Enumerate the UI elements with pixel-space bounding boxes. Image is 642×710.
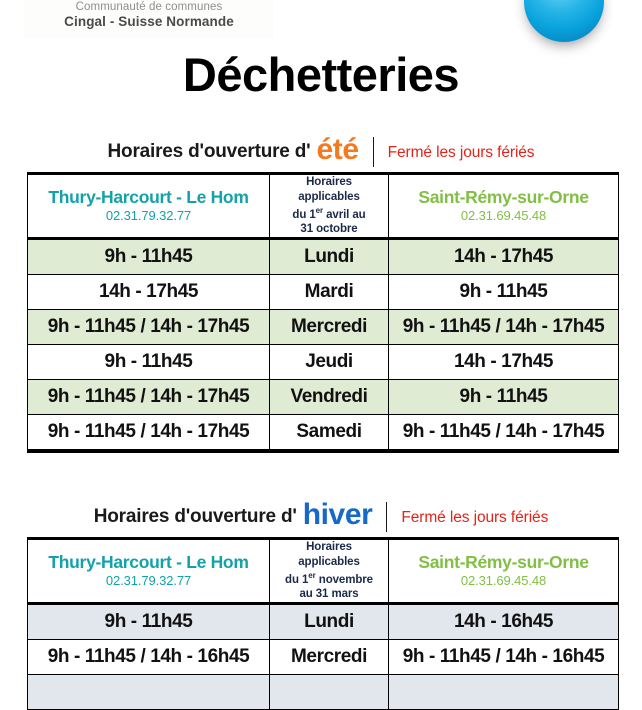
site-name: Saint-Rémy-sur-Orne: [418, 187, 589, 208]
season-word-winter: hiver: [302, 498, 373, 531]
hours-left: 9h - 11h45 / 14h - 17h45: [28, 309, 270, 344]
hours-right: [389, 674, 619, 709]
logo-title: Cingal - Suisse Normande: [64, 14, 234, 29]
hours-right: 9h - 11h45 / 14h - 16h45: [389, 639, 619, 674]
table-row: [28, 274, 619, 309]
hours-right: 14h - 17h45: [389, 344, 619, 379]
hours-left: 9h - 11h45 / 14h - 17h45: [28, 414, 270, 451]
site-name: Thury-Harcourt - Le Hom: [48, 187, 249, 208]
applicable-line-1: Horaires applicables: [298, 541, 360, 568]
heading-divider-summer: [373, 137, 374, 167]
applicable-ordinal-sup: er: [308, 571, 316, 580]
table-row-partial: [28, 674, 619, 709]
page-title: Déchetteries: [182, 48, 460, 101]
site-header-thury-summer: [28, 174, 270, 239]
table-row: [28, 379, 619, 414]
holiday-note-summer: Fermé les jours fériés: [387, 144, 535, 161]
site-phone[interactable]: 02.31.69.45.48: [460, 208, 547, 224]
heading-divider-winter: [386, 502, 387, 532]
applicable-line-3: 31 octobre: [300, 223, 358, 236]
table-row: [28, 344, 619, 379]
table-row: [28, 238, 619, 274]
site-header-thury-winter: [28, 539, 270, 604]
table-row: [28, 603, 619, 639]
logo-subtitle: Communauté de communes: [75, 1, 223, 13]
applicable-line-2-pre: du 1: [292, 208, 316, 221]
hours-left: 9h - 11h45: [28, 344, 270, 379]
day-label: Samedi: [270, 414, 389, 451]
day-label: Lundi: [270, 238, 389, 274]
applicable-period-winter: [270, 539, 389, 604]
day-label: Mardi: [270, 274, 389, 309]
logo-block: [24, 0, 274, 38]
hours-left: 9h - 11h45: [28, 238, 270, 274]
site-phone[interactable]: 02.31.79.32.77: [105, 573, 192, 589]
section-heading-label-summer: Horaires d'ouverture d': [107, 141, 311, 162]
section-heading-winter: [0, 496, 642, 530]
blue-sphere-icon: [524, 0, 604, 42]
section-heading-label-winter: Horaires d'ouverture d': [93, 506, 297, 527]
applicable-line-3: au 31 mars: [299, 588, 359, 601]
applicable-line-2-post: novembre: [315, 573, 373, 586]
site-name: Saint-Rémy-sur-Orne: [418, 552, 589, 573]
holiday-note-winter: Fermé les jours fériés: [401, 509, 549, 526]
schedule-table-winter: [27, 537, 619, 710]
day-label: Jeudi: [270, 344, 389, 379]
hours-left: 9h - 11h45: [28, 603, 270, 639]
section-heading-summer: [0, 131, 642, 165]
applicable-line-2-pre: du 1: [285, 573, 309, 586]
applicable-line-2-post: avril au: [323, 208, 366, 221]
applicable-line-1: Horaires applicables: [298, 176, 360, 203]
schedule-table-summer: [27, 172, 619, 453]
day-label: Lundi: [270, 603, 389, 639]
hours-left: 9h - 11h45 / 14h - 17h45: [28, 379, 270, 414]
hours-right: 9h - 11h45: [389, 274, 619, 309]
table-row: [28, 639, 619, 674]
day-label: [270, 674, 389, 709]
site-phone[interactable]: 02.31.69.45.48: [460, 573, 547, 589]
table-header-row-summer: [28, 174, 619, 239]
site-header-saintremy-winter: [389, 539, 619, 604]
applicable-period-summer: [270, 174, 389, 239]
applicable-ordinal-sup: er: [315, 206, 324, 215]
season-word-summer: été: [316, 133, 359, 166]
hours-right: 9h - 11h45: [389, 379, 619, 414]
site-name: Thury-Harcourt - Le Hom: [48, 552, 249, 573]
table-row: [28, 309, 619, 344]
site-header-saintremy-summer: [389, 174, 619, 239]
hours-left: 9h - 11h45 / 14h - 16h45: [28, 639, 270, 674]
hours-right: 9h - 11h45 / 14h - 17h45: [389, 309, 619, 344]
site-phone[interactable]: 02.31.79.32.77: [105, 208, 192, 224]
table-header-row-winter: [28, 539, 619, 604]
day-label: Vendredi: [270, 379, 389, 414]
hours-right: 14h - 16h45: [389, 603, 619, 639]
day-label: Mercredi: [270, 639, 389, 674]
hours-right: 9h - 11h45 / 14h - 17h45: [389, 414, 619, 451]
day-label: Mercredi: [270, 309, 389, 344]
hours-right: 14h - 17h45: [389, 238, 619, 274]
table-row: [28, 414, 619, 451]
hours-left: [28, 674, 270, 709]
hours-left: 14h - 17h45: [28, 274, 270, 309]
